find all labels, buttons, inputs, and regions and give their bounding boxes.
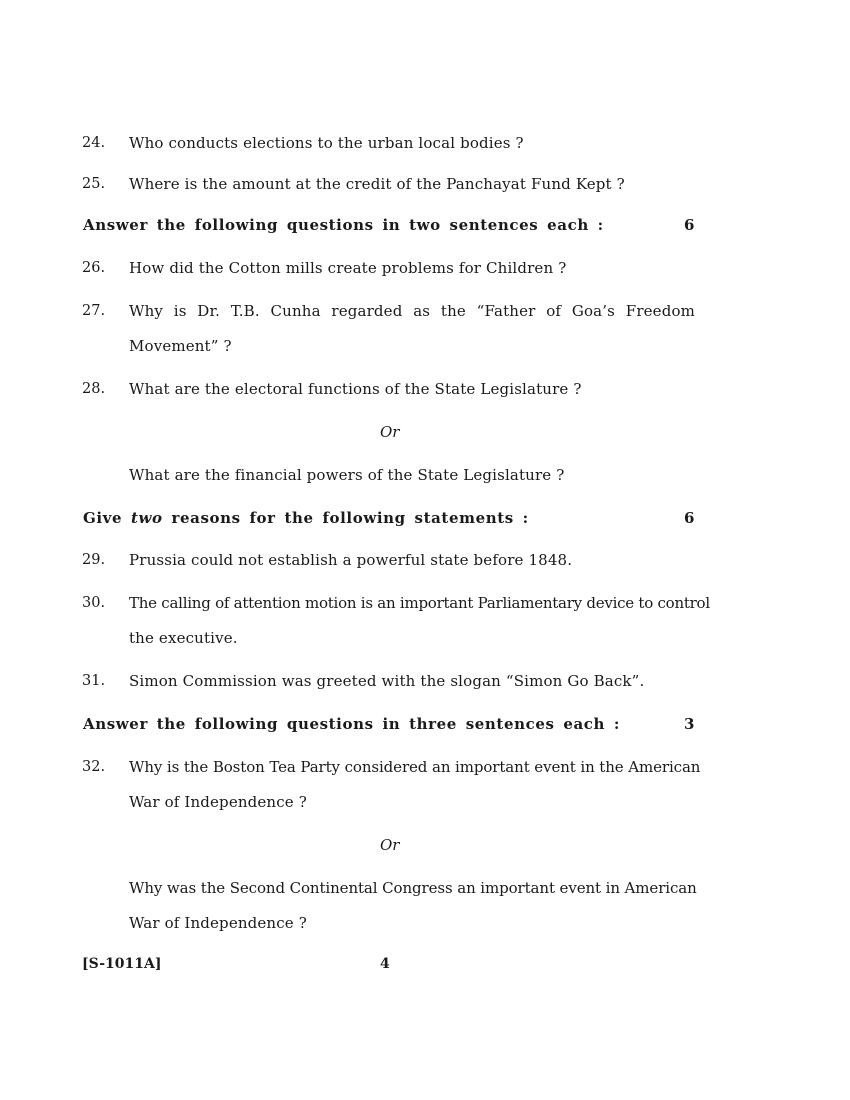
section-suffix: reasons for the following statements : [171,509,529,527]
question-text: How did the Cotton mills create problems for Children ? [129,259,567,277]
question-number: 26. [82,260,106,276]
section-marks: 6 [684,216,695,234]
question-number: 31. [82,673,106,689]
question-text: Where is the amount at the credit of the Panchayat Fund Kept ? [129,175,625,193]
section-instruction [83,508,529,528]
question-number: 28. [82,381,106,397]
section-instruction: Answer the following questions in three sentences each : [83,715,620,733]
question-number: 30. [82,595,106,611]
section-marks: 3 [684,715,695,733]
question-text-line-1: The calling of attention motion is an important Parliamentary device to control [129,594,710,612]
question-text-line-2: the executive. [129,629,238,647]
section-prefix: Give [83,509,123,527]
question-text-line-1: Why is the Boston Tea Party considered an important event in the American [129,758,701,776]
question-text-line-1: Why was the Second Continental Congress an important event in American [129,879,697,897]
question-number: 32. [82,759,106,775]
section-marks: 6 [684,509,695,527]
section-instruction: Answer the following questions in two sentences each : [83,216,604,234]
question-number: 25. [82,176,106,192]
or-label: Or [380,423,400,441]
question-text-line-1: Why is Dr. T.B. Cunha regarded as the “Father of Goa’s Freedom [129,302,695,320]
question-text-line-2: War of Independence ? [129,914,307,932]
question-text: What are the electoral functions of the State Legislature ? [129,380,582,398]
question-text: Prussia could not establish a powerful state before 1848. [129,551,573,569]
question-text: Simon Commission was greeted with the slogan “Simon Go Back”. [129,672,645,690]
section-emphasis: two [131,509,163,527]
question-text-line-2: War of Independence ? [129,793,307,811]
page-number: 4 [380,956,390,972]
or-label: Or [380,836,400,854]
question-text-line-2: Movement” ? [129,337,232,355]
question-text: What are the financial powers of the State Legislature ? [129,466,565,484]
question-number: 27. [82,303,106,319]
question-number: 24. [82,135,106,151]
paper-code: [S-1011A] [82,956,162,972]
question-text: Who conducts elections to the urban local bodies ? [129,134,524,152]
question-number: 29. [82,552,106,568]
